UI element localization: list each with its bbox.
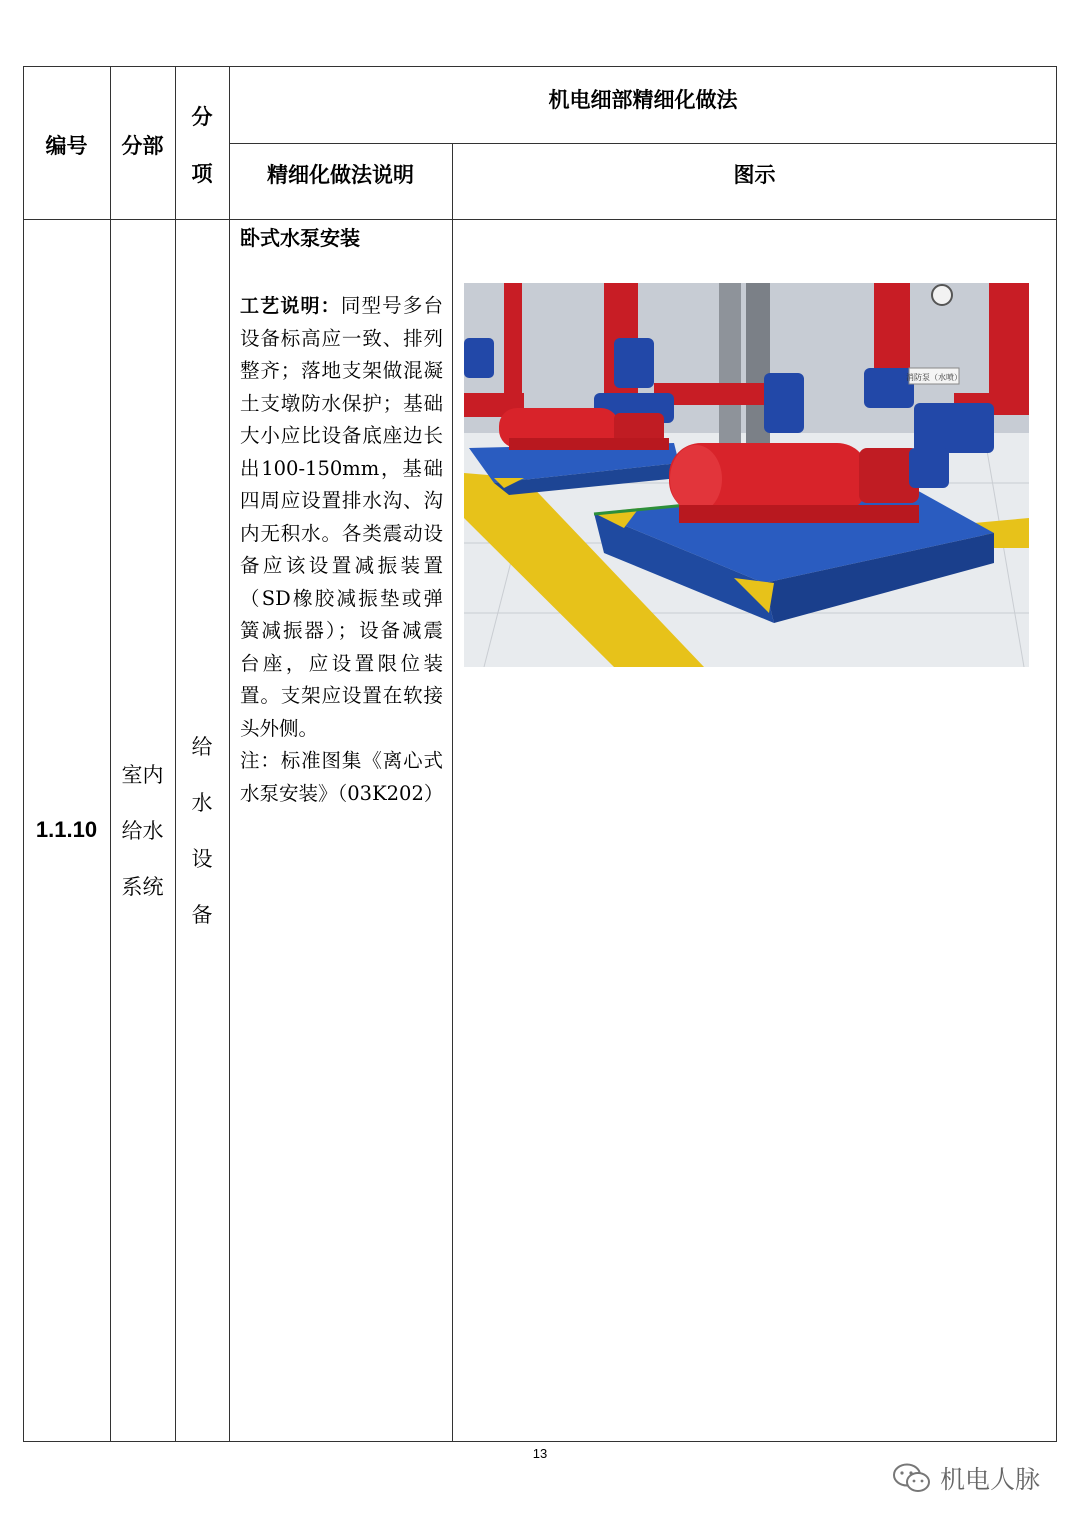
header-division: 分部 bbox=[121, 134, 164, 158]
header-split-line bbox=[229, 143, 1057, 144]
item-char-1: 给 bbox=[191, 735, 213, 759]
header-illustration: 图示 bbox=[733, 163, 776, 187]
watermark-text: 机电人脉 bbox=[940, 1465, 1041, 1494]
desc-note: 注：标准图集《离心式水泵安装》（03K202） bbox=[240, 749, 444, 805]
description-cell bbox=[240, 224, 443, 810]
header-bottom-line bbox=[23, 219, 1057, 220]
header-item-char-2: 项 bbox=[191, 162, 213, 186]
division-line-2: 给水 bbox=[121, 819, 164, 843]
header-description: 精细化做法说明 bbox=[267, 163, 414, 187]
col-divider-4 bbox=[452, 143, 453, 1442]
header-main-title: 机电细部精细化做法 bbox=[548, 88, 738, 112]
page-number: 13 bbox=[532, 1446, 548, 1461]
col-divider-1 bbox=[110, 66, 111, 1442]
desc-paragraph bbox=[240, 290, 443, 745]
watermark bbox=[892, 1458, 1040, 1498]
pump-scene bbox=[464, 283, 1029, 667]
desc-label: 工艺说明： bbox=[240, 295, 341, 317]
division-line-1: 室内 bbox=[121, 763, 164, 787]
header-item-char-1: 分 bbox=[191, 105, 213, 129]
desc-body: 同型号多台设备标高应一致、排列整齐；落地支架做混凝土支墩防水保护；基础大小应比设备底座边长出100-150mm，基础四周应设置排水沟、沟内无积水。各类震动设备应该设置减振装置（SD橡胶减振垫或弹簧减振器）；设备减震台座，应设置限位装置。支架应设置在软接头外侧。 bbox=[240, 294, 443, 740]
row-division bbox=[114, 747, 171, 915]
pump-room-photo bbox=[464, 283, 1029, 667]
col-divider-3 bbox=[229, 66, 230, 1442]
row-number: 1.1.10 bbox=[35, 817, 98, 842]
photo-sign-text: 消防泵（水喷） bbox=[906, 373, 962, 382]
desc-title: 卧式水泵安装 bbox=[240, 226, 360, 250]
wechat-icon bbox=[892, 1462, 932, 1494]
division-line-3: 系统 bbox=[121, 875, 164, 899]
row-item bbox=[175, 719, 229, 943]
item-char-2: 水 bbox=[191, 791, 213, 815]
header-number: 编号 bbox=[45, 134, 88, 158]
item-char-3: 设 bbox=[191, 847, 213, 871]
item-char-4: 备 bbox=[191, 903, 213, 927]
